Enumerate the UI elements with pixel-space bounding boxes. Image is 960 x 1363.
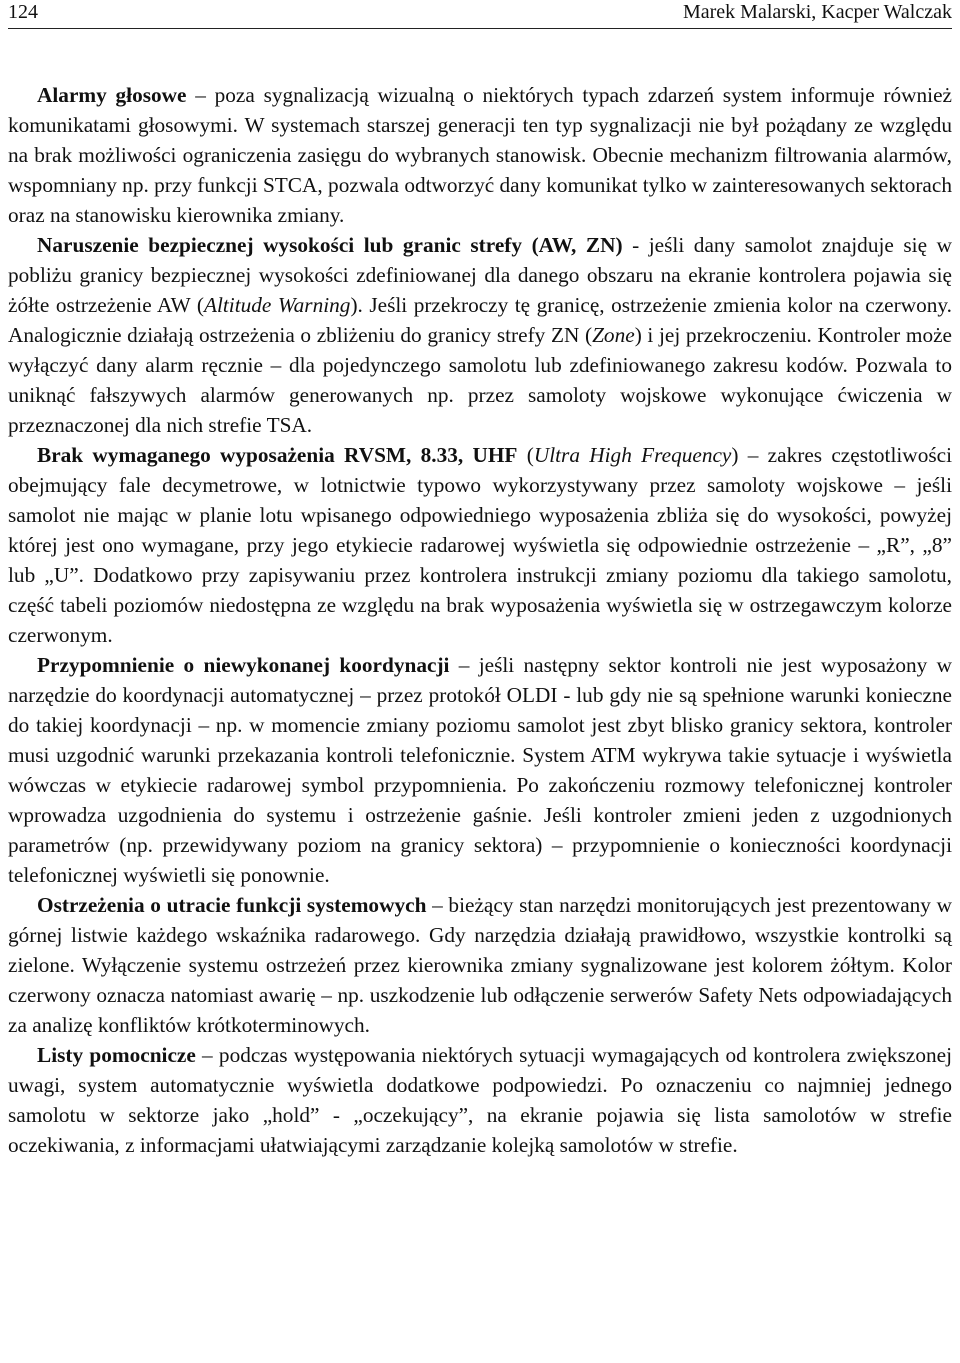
- paragraph-text: – poza sygnalizacją wizualną o niektórych typach zdarzeń system informuje również komunikatami głosowymi. W systemach starszej generacji ten typ sygnalizacji nie był pożądany ze względu na brak możliwości ograniczenia zasięgu do wybranych stanowisk.: [8, 83, 953, 167]
- paragraph-missing-equipment: [8, 440, 952, 650]
- page-body: [8, 80, 952, 1160]
- term-system-function-loss: Ostrzeżenia o utracie funkcji systemowych: [37, 893, 427, 917]
- paragraph-coordination-reminder: [8, 650, 952, 890]
- term-voice-alarms: Alarmy głosowe: [37, 83, 187, 107]
- term-missing-equipment: Brak wymaganego wyposażenia RVSM, 8.33, UHF: [37, 443, 518, 467]
- paragraph-text: Obecnie mechanizm filtrowania alarmów, wspomniany np. przy funkcji STCA, pozwala odtworzyć dany komunikat tylko w zainteresowanych sektorach oraz na stanowisku kierownika zmiany.: [8, 143, 952, 227]
- paragraph-text: - jeśli dany samolot znajduje się w pobliżu granicy bezpiecznej wysokości zdefiniowanej dla danego obszaru na ekranie kontrolera pojawia się żółte ostrzeżenie AW (: [8, 233, 952, 317]
- paragraph-text: – podczas występowania niektórych sytuacji wymagających od kontrolera zwiększonej uwagi, system automatycznie wyświetla dodatkowe podpowiedzi. Po oznaczeniu co najmniej jednego samolotu w sektorze jako „hold” - „oczekujący”, na ekranie pojawia się lista samolotów w strefie oczekiwania, z informacjami ułatwiającymi zarządzanie kolejką samolotów w strefie.: [8, 1043, 952, 1157]
- paragraph-helper-lists: [8, 1040, 952, 1160]
- page-number: 124: [8, 1, 38, 23]
- term-coordination-reminder: Przypomnienie o niewykonanej koordynacji: [37, 653, 450, 677]
- italic-term: Altitude Warning: [203, 293, 351, 317]
- term-altitude-zone-violation: Naruszenie bezpiecznej wysokości lub granic strefy (AW, ZN): [37, 233, 623, 257]
- header-rule: [8, 28, 952, 29]
- paragraph-voice-alarms: [8, 80, 952, 230]
- running-head: [8, 0, 952, 24]
- paragraph-text: – bieżący stan narzędzi monitorujących jest prezentowany w górnej listwie każdego wskaźnika radarowego. Gdy narzędzia działają prawidłowo, wszystkie kontrolki są zielone. Wyłączenie systemu ostrzeżeń przez kierownika zmiany sygnalizowane jest kolorem żółtym. Kolor czerwony oznacza natomiast awarię – np. uszkodzenie lub odłączenie serwerów Safety Nets odpowiadających za analizę konfliktów krótkoterminowych.: [8, 893, 952, 1037]
- running-head-authors: Marek Malarski, Kacper Walczak: [682, 1, 952, 23]
- paragraph-text: – jeśli następny sektor kontroli nie jest wyposażony w narzędzie do koordynacji automatycznej – przez protokół OLDI - lub gdy nie są spełnione warunki konieczne do takiej koordynacji – np. w momencie zmiany poziomu samolot jest zbyt blisko granicy sektora, kontroler musi uzgodnić warunki przekazania kontroli telefonicznie. System ATM wykrywa takie sytuacje i wyświetla wówczas w etykiecie radarowej symbol przypomnienia. Po zakończeniu rozmowy telefonicznej kontroler wprowadza uzgodnienia do systemu i ostrzeżenie gaśnie. Jeśli kontroler zmieni jeden z uzgodnionych parametrów (np. przewidywany poziom na granicy sektora) – przypomnienie o konieczności koordynacji telefonicznej wyświetli się ponownie.: [8, 653, 952, 887]
- italic-term: Zone: [592, 323, 635, 347]
- paragraph-text: ). Jeśli przekroczy tę granicę, ostrzeżenie zmienia kolor na czerwony. Analogicznie działają ostrzeżenia o zbliżeniu do granicy strefy ZN (: [8, 293, 952, 347]
- paragraph-text: (: [517, 443, 534, 467]
- italic-term: Ultra High Frequency: [533, 443, 732, 467]
- paragraph-altitude-zone-violation: [8, 230, 952, 440]
- paragraph-system-function-loss: [8, 890, 952, 1040]
- paragraph-text: ) i jej przekroczeniu. Kontroler może wyłączyć dany alarm ręcznie – dla pojedynczego samolotu lub zdefiniowanego zakresu kodów. Pozwala to uniknąć fałszywych alarmów generowanych np. przez samoloty wojskowe wykonujące ćwiczenia w przeznaczonej dla nich strefie TSA.: [8, 323, 953, 437]
- paragraph-text: ) – zakres częstotliwości obejmujący fale decymetrowe, w lotnictwie typowo wykorzystywany przez samoloty wojskowe – jeśli samolot nie mając w planie lotu wpisanego odpowiedniego wyposażenia zbliża się do wysokości, powyżej której jest ono wymagane, przy jego etykiecie radarowej wyświetla się odpowiednie ostrzeżenie – „R”, „8” lub „U”. Dodatkowo przy zapisywaniu przez kontrolera instrukcji zmiany poziomu dla takiego samolotu, część tabeli poziomów niedostępna ze względu na brak wyposażenia wyświetla się w ostrzegawczym kolorze czerwonym.: [8, 443, 952, 647]
- term-helper-lists: Listy pomocnicze: [37, 1043, 196, 1067]
